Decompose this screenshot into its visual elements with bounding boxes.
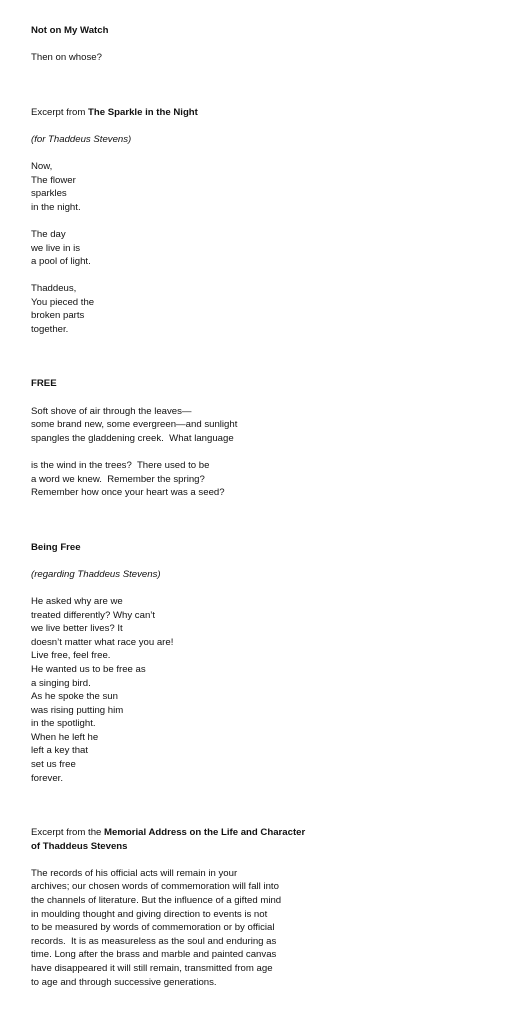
poem-line: He asked why are we <box>31 595 123 607</box>
poem-line: When he left he <box>31 731 99 743</box>
poem-line: a word we knew. Remember the spring? <box>31 473 205 485</box>
excerpt-line: have disappeared it will still remain, transmitted from age <box>31 962 273 974</box>
poem-line: Soft shove of air through the leaves— <box>31 405 192 417</box>
poem-line: treated differently? Why can’t <box>31 609 156 621</box>
poem-line: together. <box>31 324 69 336</box>
poem-line: Now, <box>31 160 53 172</box>
excerpt-line: The records of his official acts will remain in your <box>31 867 238 879</box>
poem-line: is the wind in the trees? There used to be <box>31 460 210 471</box>
poem-line: we live better lives? It <box>31 623 123 635</box>
poem-line: As he spoke the sun <box>31 691 118 703</box>
poem-line: in the spotlight. <box>31 718 96 730</box>
poem-line: The day <box>31 228 66 240</box>
poem-line: was rising putting him <box>31 704 124 716</box>
poem-line: doesn’t matter what race you are! <box>31 636 174 648</box>
excerpt-line: archives; our chosen words of commemoration will fall into <box>31 881 279 893</box>
poem-line: You pieced the <box>31 296 95 308</box>
poem-heading <box>31 106 501 120</box>
poem-dedication: (for Thaddeus Stevens) <box>31 133 132 145</box>
poem-free <box>31 377 501 499</box>
poem-dedication: (regarding Thaddeus Stevens) <box>31 568 161 580</box>
poem-title: FREE <box>31 378 57 390</box>
poem-line: a singing bird. <box>31 677 91 689</box>
heading-prefix: Excerpt from the <box>31 827 105 839</box>
excerpt-line: the channels of literature. But the influence of a gifted mind <box>31 895 282 906</box>
poem-line: left a key that <box>31 745 89 757</box>
poem-line: we live in is <box>31 242 81 254</box>
poem-not-on-my-watch <box>31 24 501 65</box>
excerpt-line: in moulding thought and giving direction to events is not <box>31 908 268 920</box>
poem-line: in the night. <box>31 201 81 213</box>
poem-sparkle-in-the-night <box>31 106 501 337</box>
heading-prefix: Excerpt from <box>31 106 89 118</box>
poem-being-free <box>31 541 501 786</box>
poem-line: Then on whose? <box>31 52 102 64</box>
poem-line: sparkles <box>31 188 67 200</box>
excerpt-line: to age and through successive generations. <box>31 976 217 988</box>
poem-line: spangles the gladdening creek. What language <box>31 432 234 444</box>
excerpt-line: records. It is as measureless as the soul and enduring as <box>31 935 277 947</box>
excerpt-line: time. Long after the brass and marble and painted canvas <box>31 949 277 961</box>
document-page <box>31 24 501 989</box>
poem-line: The flower <box>31 174 76 186</box>
excerpt-line: to be measured by words of commemoration or by official <box>31 922 275 934</box>
poem-line: Remember how once your heart was a seed? <box>31 487 225 499</box>
excerpt-title-continued: of Thaddeus Stevens <box>31 840 128 852</box>
poem-line: forever. <box>31 772 63 784</box>
excerpt-title: Memorial Address on the Life and Character <box>104 827 306 839</box>
poem-line: some brand new, some evergreen—and sunlight <box>31 419 238 431</box>
excerpt-heading <box>31 826 501 840</box>
poem-line: a pool of light. <box>31 256 91 268</box>
poem-line: Live free, feel free. <box>31 650 111 662</box>
poem-title: The Sparkle in the Night <box>88 106 198 118</box>
memorial-address-excerpt <box>31 826 501 989</box>
poem-line: He wanted us to be free as <box>31 663 146 675</box>
poem-line: Thaddeus, <box>31 283 77 295</box>
poem-line: broken parts <box>31 310 85 322</box>
poem-title: Being Free <box>31 541 81 553</box>
poem-title: Not on My Watch <box>31 25 109 36</box>
poem-line: set us free <box>31 759 76 771</box>
